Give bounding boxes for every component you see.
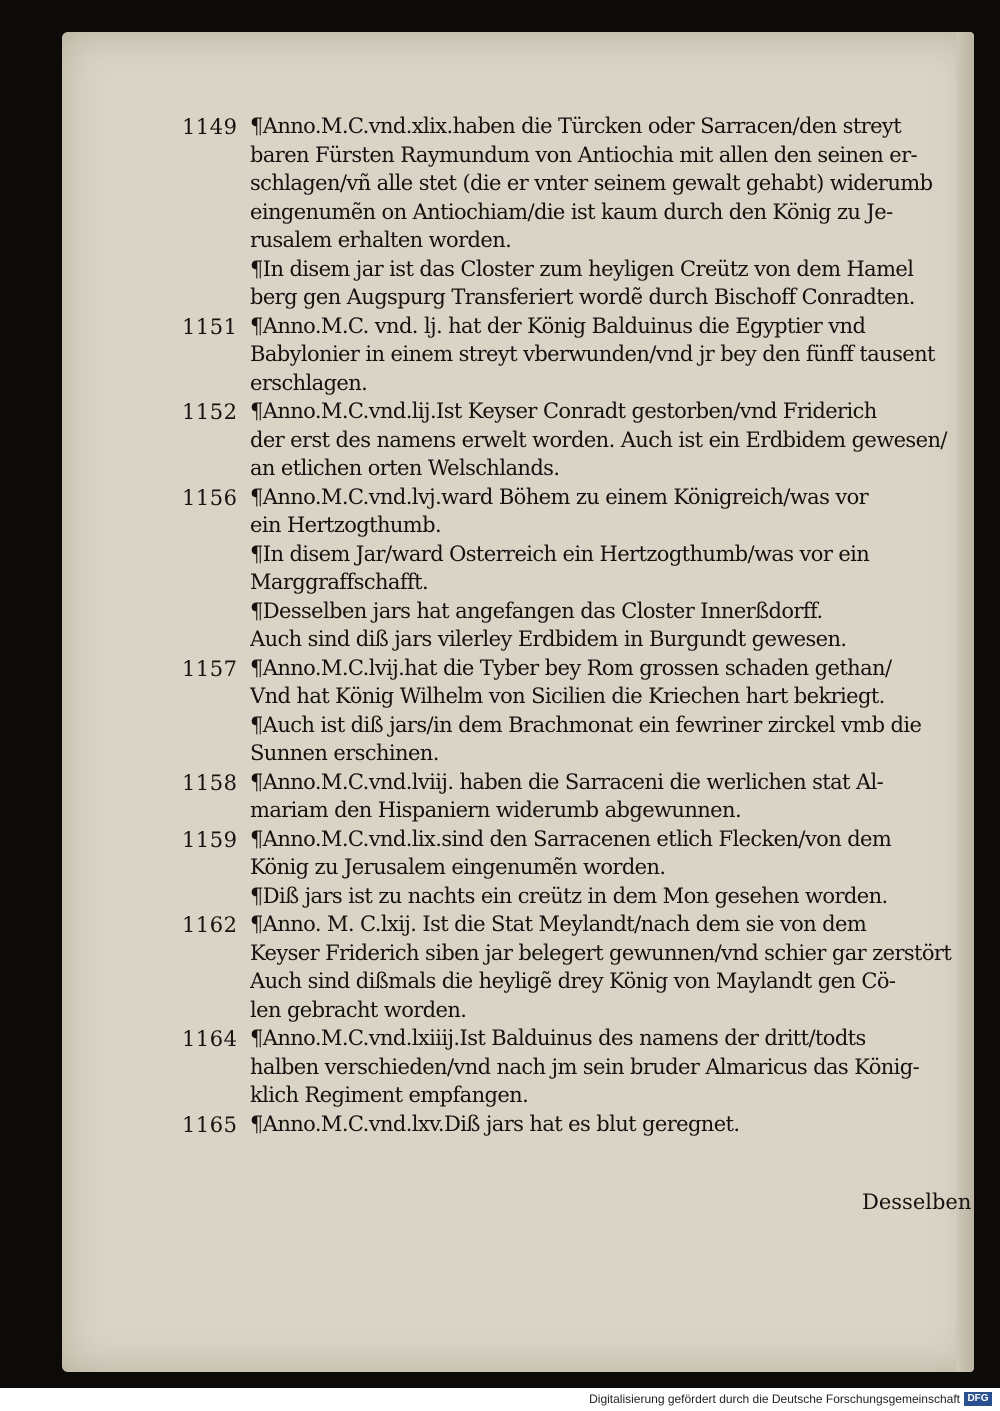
text-line: an etlichen orten Welschlands. — [250, 456, 560, 480]
text-line: ¶Anno.M.C.lvij.hat die Tyber bey Rom grossen schaden gethan/ — [250, 655, 892, 680]
dfg-logo: DFG — [964, 1392, 992, 1406]
chronicle-text — [184, 112, 970, 1138]
text-line: König zu Jerusalem eingenumẽn worden. — [250, 855, 666, 879]
footer-credit: Digitalisierung gefördert durch die Deutsche Forschungsgemeinschaft — [589, 1392, 960, 1406]
text-line: ¶Anno.M.C.vnd.lxv.Diß jars hat es blut geregnet. — [250, 1111, 740, 1136]
text-line: schlagen/vñ alle stet (die er vnter seinem gewalt gehabt) widerumb — [250, 171, 933, 195]
year-marginal-note: 1151 — [182, 314, 238, 339]
text-line: ¶Anno.M.C.vnd.lix.sind den Sarracenen etlich Flecken/von dem — [250, 826, 892, 851]
chronicle-entry — [184, 312, 970, 398]
text-line: ¶Anno. M. C.lxij. Ist die Stat Meylandt/nach dem sie von dem — [250, 912, 867, 936]
text-line: ¶Diß jars ist zu nachts ein creütz in dem Mon gesehen worden. — [250, 883, 888, 908]
chronicle-entry — [184, 825, 970, 911]
text-line: ¶Anno.M.C.vnd.lij.Ist Keyser Conradt gestorben/vnd Friderich — [250, 399, 877, 423]
year-marginal-note: 1165 — [182, 1112, 238, 1137]
text-line: ¶In disem jar ist das Closter zum heyligen Creütz von dem Hamel — [250, 256, 914, 281]
text-line: eingenumẽn on Antiochiam/die ist kaum durch den König zu Je- — [250, 199, 893, 224]
text-line: klich Regiment empfangen. — [250, 1083, 529, 1107]
text-line: halben verschieden/vnd nach jm sein bruder Almaricus das König- — [250, 1054, 920, 1079]
chronicle-entry — [184, 112, 970, 312]
year-marginal-note: 1159 — [182, 827, 238, 852]
text-line: ein Hertzogthumb. — [250, 513, 442, 537]
text-line: ¶In disem Jar/ward Osterreich ein Hertzogthumb/was vor ein — [250, 541, 870, 566]
text-line: Babylonier in einem streyt vberwunden/vnd jr bey den fünff tausent — [250, 342, 935, 366]
year-marginal-note: 1152 — [182, 400, 238, 424]
catchword: Desselben — [862, 1190, 972, 1214]
year-marginal-note: 1157 — [182, 656, 238, 681]
chronicle-entry — [184, 483, 970, 654]
text-line: berg gen Augspurg Transferiert wordẽ durch Bischoff Conradten. — [250, 285, 915, 309]
text-line: baren Fürsten Raymundum von Antiochia mit allen den seinen er- — [250, 142, 918, 167]
text-line: Auch sind diß jars vilerley Erdbidem in Burgundt gewesen. — [250, 627, 847, 651]
text-line: rusalem erhalten worden. — [250, 228, 512, 252]
text-line: Sunnen erschinen. — [250, 741, 439, 765]
chronicle-entry — [184, 397, 970, 483]
text-line: ¶Anno.M.C.vnd.xlix.haben die Türcken oder Sarracen/den streyt — [250, 114, 902, 138]
chronicle-entry — [184, 654, 970, 768]
text-line: ¶Anno.M.C. vnd. lj. hat der König Balduinus die Egyptier vnd — [250, 313, 866, 338]
text-line: ¶Anno.M.C.vnd.lvj.ward Böhem zu einem Königreich/was vor — [250, 484, 869, 509]
year-marginal-note: 1156 — [182, 485, 238, 510]
chronicle-entry — [184, 910, 970, 1024]
text-line: der erst des namens erwelt worden. Auch ist ein Erdbidem gewesen/ — [250, 427, 947, 452]
text-line: Vnd hat König Wilhelm von Sicilien die Kriechen hart bekriegt. — [250, 684, 885, 708]
year-marginal-note: 1149 — [182, 115, 238, 139]
footer-bar — [0, 1388, 1000, 1411]
chronicle-entry — [184, 1110, 970, 1139]
text-line: len gebracht worden. — [250, 997, 467, 1022]
text-line: ¶Desselben jars hat angefangen das Closter Innerßdorff. — [250, 598, 823, 623]
year-marginal-note: 1158 — [182, 770, 238, 795]
text-line: ¶Anno.M.C.vnd.lviij. haben die Sarraceni die werlichen stat Al- — [250, 769, 884, 794]
text-line: mariam den Hispaniern widerumb abgewunnen. — [250, 798, 742, 822]
text-line: Marggraffschafft. — [250, 570, 429, 594]
year-marginal-note: 1164 — [182, 1027, 238, 1051]
text-line: Auch sind dißmals die heyligẽ drey König von Maylandt gen Cö- — [250, 969, 896, 993]
text-line: erschlagen. — [250, 370, 368, 395]
year-marginal-note: 1162 — [182, 913, 238, 937]
chronicle-entry — [184, 1024, 970, 1110]
text-line: ¶Auch ist diß jars/in dem Brachmonat ein fewriner zirckel vmb die — [250, 712, 922, 737]
chronicle-entry — [184, 768, 970, 825]
text-line: Keyser Friderich siben jar belegert gewunnen/vnd schier gar zerstört — [250, 940, 952, 965]
text-line: ¶Anno.M.C.vnd.lxiiij.Ist Balduinus des namens der dritt/todts — [250, 1026, 866, 1050]
